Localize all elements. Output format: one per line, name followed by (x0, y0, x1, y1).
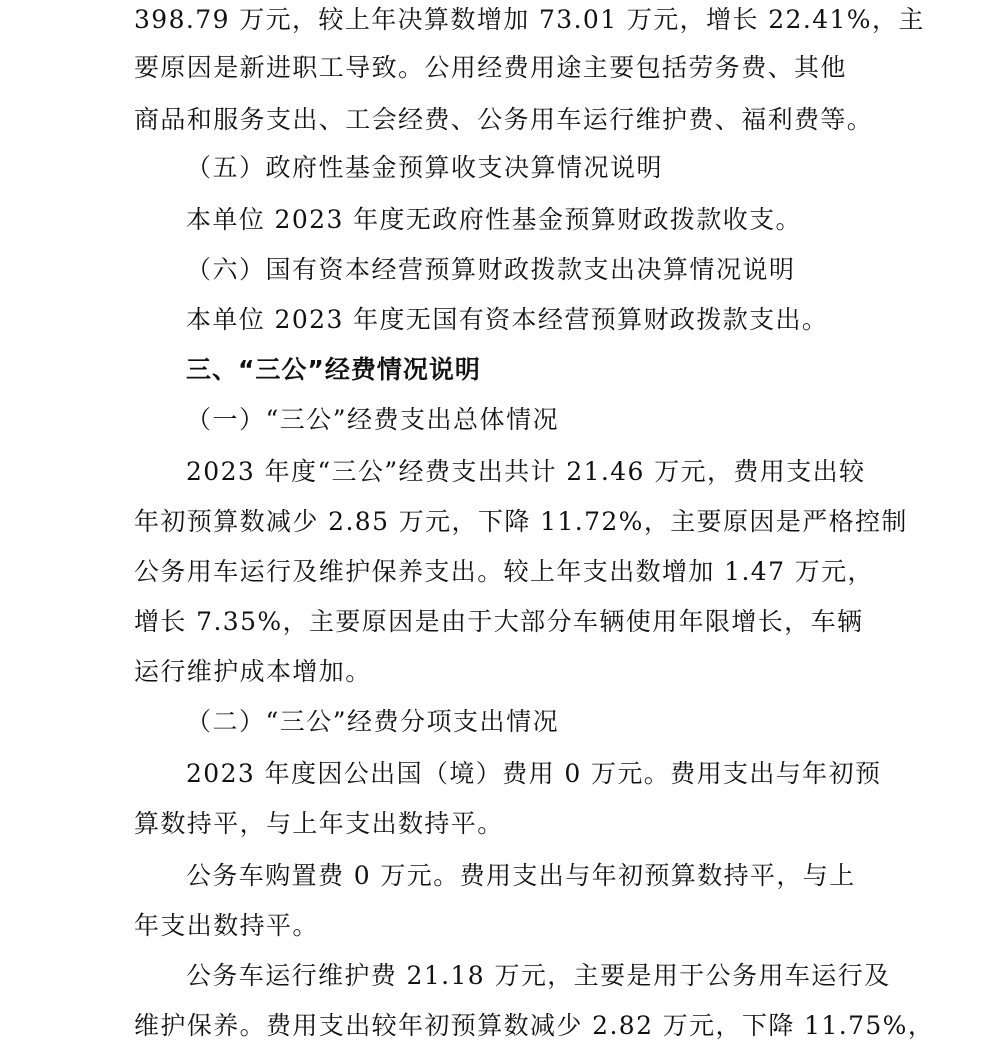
paragraph-line: 算数持平，与上年支出数持平。 (134, 809, 504, 838)
paragraph-line: 年初预算数减少 2.85 万元，下降 11.72%，主要原因是严格控制 (134, 507, 908, 536)
paragraph-line: 398.79 万元，较上年决算数增加 73.01 万元，增长 22.41%，主 (134, 5, 925, 34)
subsection-heading-1: （一）“三公”经费支出总体情况 (186, 405, 560, 434)
paragraph-line: 2023 年度因公出国（境）费用 0 万元。费用支出与年初预 (186, 759, 882, 788)
paragraph-line: 本单位 2023 年度无政府性基金预算财政拨款收支。 (186, 205, 802, 234)
section-heading-5: （五）政府性基金预算收支决算情况说明 (186, 153, 664, 182)
paragraph-line: 年支出数持平。 (134, 911, 319, 940)
paragraph-line: 2023 年度“三公”经费支出共计 21.46 万元，费用支出较 (186, 457, 866, 486)
paragraph-line: 维护保养。费用支出较年初预算数减少 2.82 万元，下降 11.75%， (134, 1011, 935, 1040)
paragraph-line: 本单位 2023 年度无国有资本经营预算财政拨款支出。 (186, 305, 829, 334)
paragraph-line: 公务车购置费 0 万元。费用支出与年初预算数持平，与上 (186, 861, 856, 890)
paragraph-line: 要原因是新进职工导致。公用经费用途主要包括劳务费、其他 (134, 53, 847, 82)
paragraph-line: 公务车运行维护费 21.18 万元，主要是用于公务用车运行及 (186, 961, 891, 990)
paragraph-line: 商品和服务支出、工会经费、公务用车运行维护费、福利费等。 (134, 105, 874, 134)
paragraph-line: 增长 7.35%，主要原因是由于大部分车辆使用年限增长，车辆 (134, 607, 864, 636)
paragraph-line: 运行维护成本增加。 (134, 657, 372, 686)
subsection-heading-2: （二）“三公”经费分项支出情况 (186, 707, 560, 736)
paragraph-line: 公务用车运行及维护保养支出。较上年支出数增加 1.47 万元， (134, 557, 874, 586)
section-heading-6: （六）国有资本经营预算财政拨款支出决算情况说明 (186, 255, 796, 284)
section-heading-3: 三、“三公”经费情况说明 (186, 355, 481, 384)
